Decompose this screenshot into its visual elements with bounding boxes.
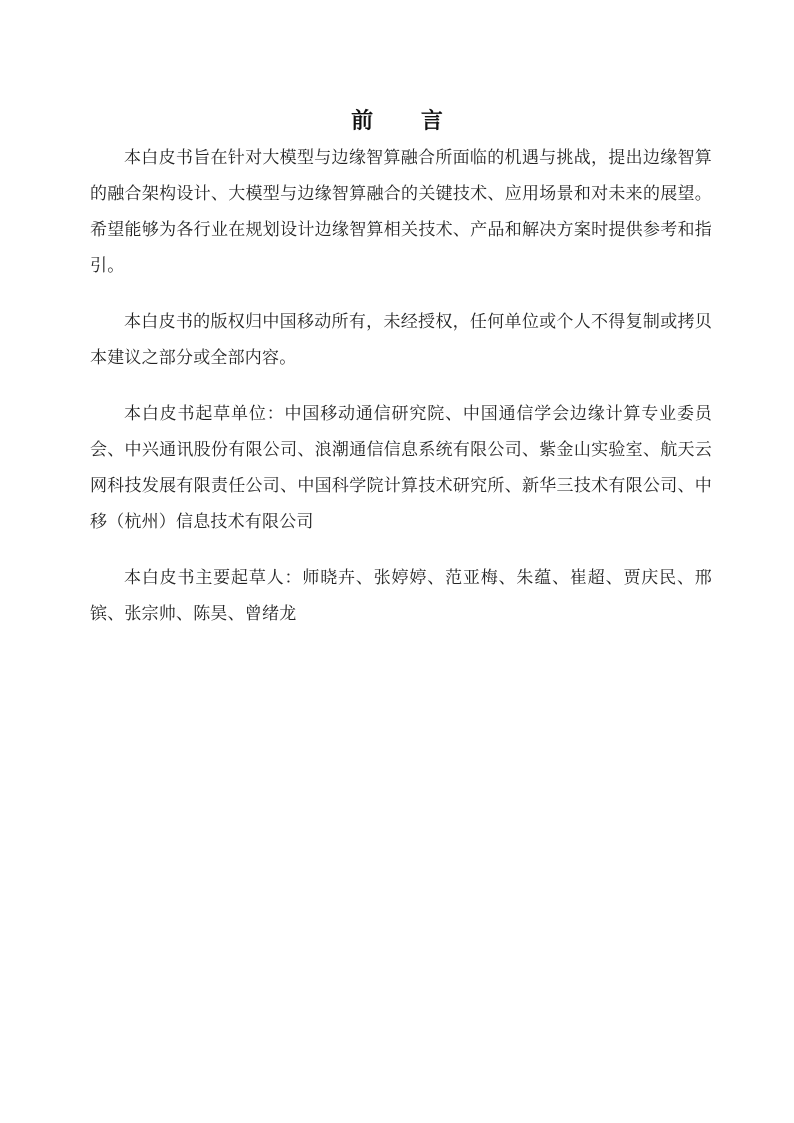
paragraph-copyright: 本白皮书的版权归中国移动所有，未经授权，任何单位或个人不得复制或拷贝本建议之部分或全部内容。 <box>90 312 712 368</box>
paragraph-drafting-units: 本白皮书起草单位：中国移动通信研究院、中国通信学会边缘计算专业委员会、中兴通讯股份有限公司、浪潮通信信息系统有限公司、紫金山实验室、航天云网科技发展有限责任公司、中国科学院计算技术研究所、新华三技术有限公司、中移（杭州）信息技术有限公司 <box>90 404 712 532</box>
page-title: 前 言 <box>351 109 463 134</box>
preface-body <box>90 140 712 652</box>
paragraph-purpose: 本白皮书旨在针对大模型与边缘智算融合所面临的机遇与挑战，提出边缘智算的融合架构设计、大模型与边缘智算融合的关键技术、应用场景和对未来的展望。希望能够为各行业在规划设计边缘智算相关技术、产品和解决方案时提供参考和指引。 <box>90 148 712 276</box>
paragraph-drafters: 本白皮书主要起草人：师晓卉、张婷婷、范亚梅、朱蕴、崔超、贾庆民、邢镔、张宗帅、陈昊、曾绪龙 <box>90 568 712 624</box>
